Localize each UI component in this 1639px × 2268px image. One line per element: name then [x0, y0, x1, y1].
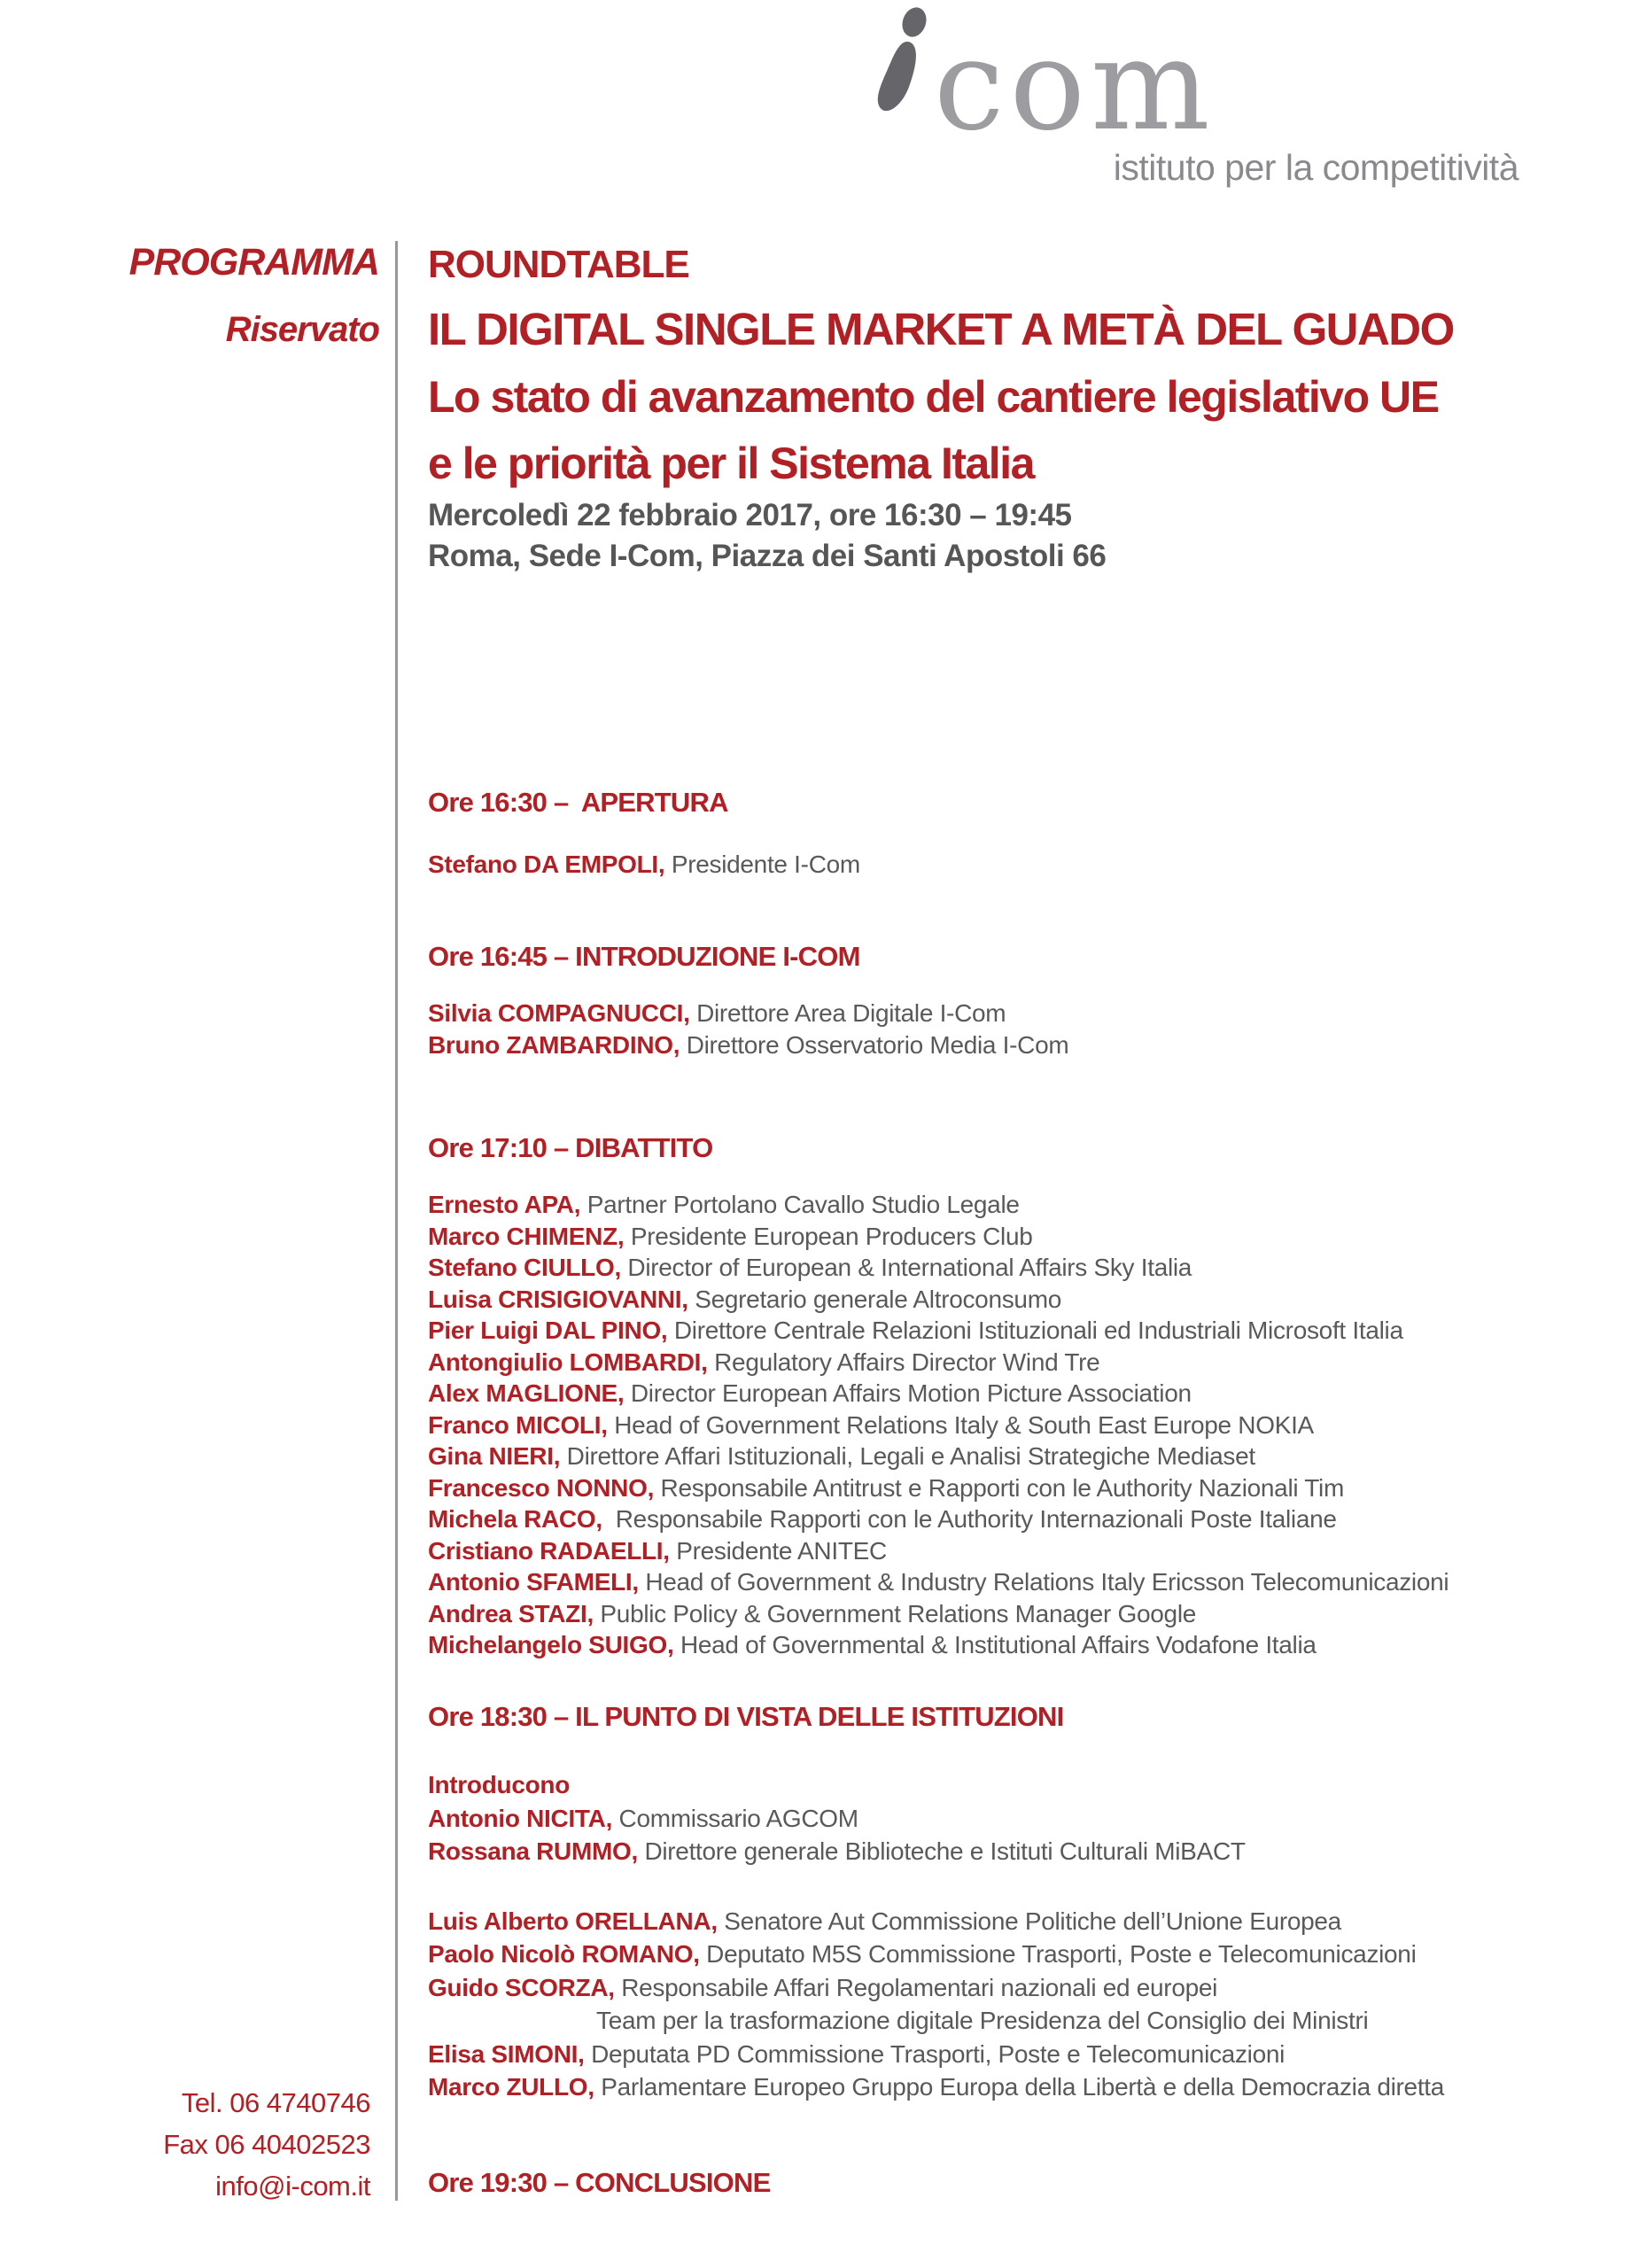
speaker-name: Stefano CIULLO, [428, 1254, 628, 1281]
speaker-row [428, 1378, 1615, 1410]
speaker-role-continuation-row [428, 2004, 1615, 2038]
event-kicker: ROUNDTABLE [428, 243, 689, 286]
icom-logo-i-icon [875, 7, 930, 122]
session-header: Ore 16:45 – INTRODUZIONE I-COM [428, 941, 860, 972]
speaker-name: Antonio NICITA, [428, 1804, 619, 1832]
event-subtitle-line1: Lo stato di avanzamento del cantiere legislativo UE [428, 372, 1439, 422]
icom-logo-tagline: istituto per la competitività [1113, 147, 1519, 188]
icom-logo [875, 12, 1519, 188]
speaker-role: Direttore Centrale Relazioni Istituzionali ed Industriali Microsoft Italia [673, 1317, 1403, 1344]
speaker-role: Presidente ANITEC [676, 1536, 887, 1565]
speaker-role: Direttore Osservatorio Media I-Com [686, 1030, 1069, 1059]
speaker-row [428, 1029, 1615, 1061]
speaker-name: Marco ZULLO, [428, 2073, 602, 2101]
speaker-row [428, 1347, 1615, 1379]
speaker-role: Parlamentare Europeo Gruppo Europa della Libertà e della Democrazia diretta [601, 2073, 1445, 2101]
speaker-role: Head of Government Relations Italy & South East Europe NOKIA [614, 1410, 1314, 1439]
speaker-role: Head of Governmental & Institutional Affairs Vodafone Italia [680, 1631, 1317, 1658]
speaker-name: Bruno ZAMBARDINO, [428, 1030, 687, 1059]
session-apertura [428, 785, 1615, 881]
speaker-row [428, 1441, 1615, 1472]
speaker-row [428, 1252, 1615, 1284]
speaker-role: Presidente I-Com [671, 850, 860, 878]
speaker-name: Paolo Nicolò ROMANO, [428, 1940, 707, 1968]
speaker-role: Segretario generale Altroconsumo [695, 1285, 1061, 1313]
speaker-role: Responsabile Rapporti con le Authority Internazionali Poste Italiane [615, 1505, 1337, 1533]
session-header: Ore 18:30 – IL PUNTO DI VISTA DELLE ISTITUZIONI [428, 1701, 1064, 1732]
speaker-name: Alex MAGLIONE, [428, 1379, 631, 1407]
speaker-row [428, 849, 1615, 881]
speaker-row [428, 1535, 1615, 1567]
contact-block [0, 2082, 370, 2207]
speaker-role: Director European Affairs Motion Picture Association [630, 1379, 1192, 1407]
session-dibattito [428, 1130, 1615, 1661]
session-header: Ore 17:10 – DIBATTITO [428, 1132, 713, 1163]
speaker-role: Commissario AGCOM [618, 1804, 858, 1832]
contact-tel: Tel. 06 4740746 [181, 2087, 370, 2118]
speaker-row [428, 1221, 1615, 1253]
speaker-row [428, 1503, 1615, 1535]
speaker-row [428, 998, 1615, 1029]
speaker-role: Presidente European Producers Club [630, 1222, 1033, 1250]
event-datetime: Mercoledì 22 febbraio 2017, ore 16:30 – 19:45 [428, 498, 1072, 532]
contact-email: info@i-com.it [215, 2171, 370, 2202]
speaker-role: Head of Government & Industry Relations Italy Ericsson Telecomunicazioni [645, 1568, 1449, 1596]
speaker-name: Ernesto APA, [428, 1191, 587, 1218]
speaker-name: Luis Alberto ORELLANA, [428, 1907, 725, 1935]
speaker-name: Gina NIERI, [428, 1442, 567, 1470]
speaker-role: Deputato M5S Commissione Trasporti, Poste e Telecomunicazioni [706, 1940, 1417, 1968]
speaker-name: Pier Luigi DAL PINO, [428, 1317, 674, 1344]
speaker-role: Direttore generale Biblioteche e Istituti Culturali MiBACT [644, 1837, 1246, 1865]
speaker-row [428, 1835, 1615, 1868]
speaker-name: Elisa SIMONI, [428, 2039, 592, 2068]
session-introduzione [428, 939, 1615, 1060]
contact-fax: Fax 06 40402523 [163, 2129, 370, 2160]
event-subtitle-line2: e le priorità per il Sistema Italia [428, 439, 1034, 488]
reserved-label: Riservato [225, 310, 379, 349]
speaker-row [428, 1472, 1615, 1504]
icom-logo-wordmark: com [934, 12, 1216, 159]
speaker-row [428, 1938, 1615, 1971]
speaker-row [428, 2038, 1615, 2071]
speaker-name: Michelangelo SUIGO, [428, 1631, 680, 1658]
session-header: Ore 16:30 – APERTURA [428, 787, 728, 818]
session-header: Ore 19:30 – CONCLUSIONE [428, 2167, 771, 2198]
speaker-row [428, 1802, 1615, 1836]
introducers-label: Introducono [428, 1771, 570, 1798]
left-column [0, 241, 379, 349]
speaker-role: Deputata PD Commissione Trasporti, Poste e Telecomunicazioni [591, 2039, 1286, 2068]
event-venue: Roma, Sede I-Com, Piazza dei Santi Apostoli 66 [428, 539, 1107, 573]
speaker-name: Silvia COMPAGNUCCI, [428, 999, 697, 1027]
speaker-role: Responsabile Antitrust e Rapporti con le Authority Nazionali Tim [660, 1473, 1344, 1502]
speaker-name: Marco CHIMENZ, [428, 1222, 631, 1250]
speaker-name: Antongiulio LOMBARDI, [428, 1348, 715, 1376]
speaker-row [428, 2070, 1615, 2104]
speaker-name: Luisa CRISIGIOVANNI, [428, 1285, 695, 1313]
speaker-role: Director of European & International Affairs Sky Italia [627, 1254, 1192, 1281]
speaker-name: Cristiano RADAELLI, [428, 1536, 677, 1565]
speaker-name: Antonio SFAMELI, [428, 1568, 646, 1596]
speaker-row [428, 1566, 1615, 1598]
speaker-row [428, 1598, 1615, 1630]
speaker-name: Guido SCORZA, [428, 1973, 622, 2001]
speaker-name: Stefano DA EMPOLI, [428, 850, 672, 878]
speaker-name: Michela RACO, [428, 1505, 616, 1533]
speaker-role: Direttore Affari Istituzionali, Legali e Analisi Strategiche Mediaset [566, 1442, 1255, 1470]
speaker-role: Senatore Aut Commissione Politiche dell’Unione Europea [724, 1907, 1341, 1935]
speaker-row [428, 1189, 1615, 1221]
speaker-row [428, 1905, 1615, 1938]
speaker-role: Direttore Area Digitale I-Com [696, 999, 1006, 1027]
program-label: PROGRAMMA [128, 241, 379, 284]
speaker-row [428, 1284, 1615, 1316]
speaker-row [428, 1629, 1615, 1661]
session-conclusione [428, 2165, 1615, 2201]
vertical-divider [395, 241, 398, 2201]
speaker-role-continuation: Team per la trasformazione digitale Presidenza del Consiglio dei Ministri [596, 2007, 1369, 2034]
speaker-role: Partner Portolano Cavallo Studio Legale [586, 1191, 1020, 1218]
speaker-role: Public Policy & Government Relations Manager Google [600, 1599, 1197, 1627]
speaker-role: Regulatory Affairs Director Wind Tre [714, 1348, 1100, 1376]
speaker-name: Francesco NONNO, [428, 1473, 661, 1502]
speaker-role: Responsabile Affari Regolamentari nazionali ed europei [621, 1973, 1218, 2001]
icom-logo-mark [875, 12, 1519, 159]
session-istituzioni [428, 1699, 1615, 2104]
speaker-row [428, 1971, 1615, 2005]
speaker-name: Franco MICOLI, [428, 1410, 615, 1439]
speaker-row [428, 1410, 1615, 1441]
speaker-name: Andrea STAZI, [428, 1599, 601, 1627]
event-title: IL DIGITAL SINGLE MARKET A METÀ DEL GUADO [428, 304, 1454, 354]
speaker-row [428, 1315, 1615, 1347]
speaker-name: Rossana RUMMO, [428, 1837, 645, 1865]
